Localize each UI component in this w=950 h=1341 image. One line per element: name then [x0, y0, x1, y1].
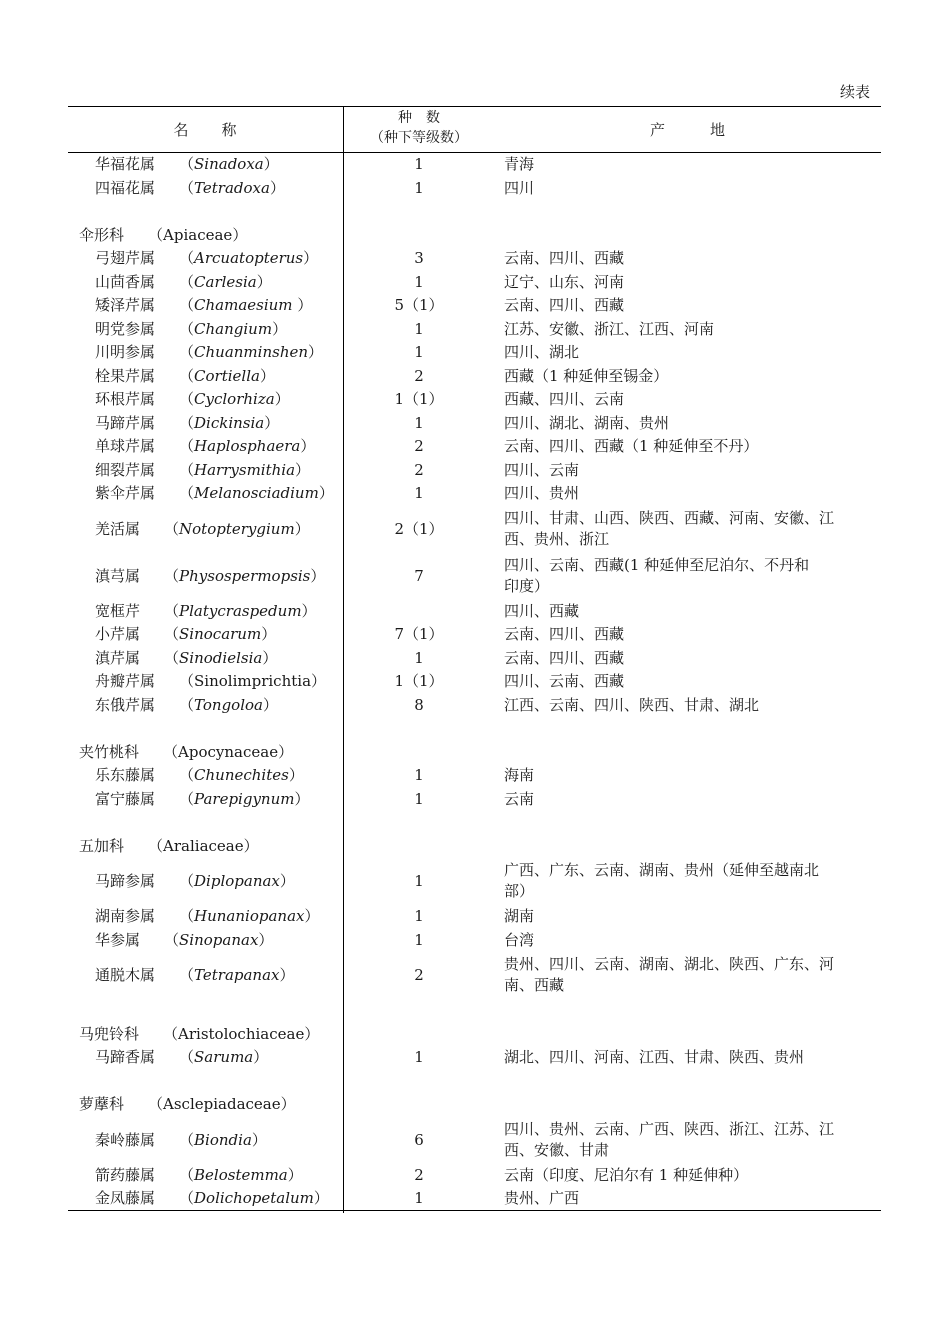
species-count: 1: [414, 343, 424, 361]
taxon-name: 东俄芹属 （Tongoloa）: [95, 695, 278, 714]
producing-area: 云南（印度、尼泊尔有 1 种延伸种）: [504, 1165, 749, 1184]
genus-row: [68, 341, 881, 365]
species-count: 7（1）: [394, 625, 444, 643]
species-count: 2: [414, 1165, 424, 1184]
chinese-name: 川明参属: [95, 343, 156, 361]
genus-row: [68, 459, 881, 483]
producing-area: 云南、四川、西藏（1 种延伸至不丹）: [504, 437, 759, 455]
latin-name: Sinopanax: [179, 930, 259, 949]
species-count: 1: [414, 319, 424, 338]
family-row: [68, 224, 881, 248]
latin-name: Apiaceae: [163, 225, 233, 244]
chinese-name: 通脱木属: [95, 966, 156, 984]
latin-name: Tetradoxa: [194, 178, 270, 197]
latin-name: Chamaesium: [194, 296, 298, 314]
latin-name: Aristolochiaceae: [178, 1024, 305, 1043]
genus-row: [68, 647, 881, 671]
producing-line: 印度）: [504, 576, 550, 595]
table-body: [68, 153, 881, 1211]
spacer-row: [68, 717, 881, 741]
header-producing: 产 地: [649, 121, 725, 139]
producing-area: [504, 1119, 876, 1161]
producing-area: 四川、湖北: [504, 343, 580, 361]
taxon-name: 萝藦科 （Asclepiadaceae）: [79, 1095, 296, 1113]
species-count: 7: [414, 566, 424, 585]
genus-row: [68, 153, 881, 177]
genus-row: [68, 1187, 881, 1211]
latin-name: Platycraspedum: [179, 601, 302, 620]
producing-area: 江苏、安徽、浙江、江西、河南: [504, 319, 715, 338]
latin-name: Sinolimprichtia: [194, 672, 312, 690]
species-count: 1: [414, 872, 424, 890]
taxon-name: 舟瓣芹属 （Sinolimprichtia）: [95, 672, 327, 690]
chinese-name: 宽框芹: [95, 601, 141, 620]
producing-area: 四川、云南、西藏: [504, 672, 625, 690]
species-count: 1: [414, 1048, 424, 1066]
latin-name: Parepigynum: [194, 789, 295, 808]
producing-area: 辽宁、山东、河南: [504, 272, 625, 291]
header-count: [344, 108, 494, 148]
chinese-name: 萝藦科: [79, 1095, 125, 1113]
producing-line: 四川、贵州、云南、广西、陕西、浙江、江苏、江: [504, 1119, 835, 1138]
taxon-name: 四福花属 （Tetradoxa）: [95, 178, 285, 197]
taxon-name: 华福花属 （Sinadoxa）: [95, 155, 279, 173]
taxon-name: 滇芹属 （Sinodielsia）: [95, 648, 278, 667]
latin-name: Cyclorhiza: [194, 390, 275, 408]
table-bottom-rule: [68, 1210, 881, 1211]
chinese-name: 富宁藤属: [95, 789, 156, 808]
spacer-row: [68, 1070, 881, 1094]
chinese-name: 滇芹属: [95, 648, 141, 667]
chinese-name: 东俄芹属: [95, 695, 156, 714]
producing-area: 四川、湖北、湖南、贵州: [504, 413, 670, 432]
genus-row: [68, 177, 881, 201]
latin-name: Apocynaceae: [178, 742, 279, 761]
species-count: 5（1）: [394, 296, 444, 314]
genus-row: [68, 294, 881, 318]
chinese-name: 山茴香属: [95, 272, 156, 291]
taxon-name: 华参属 （Sinopanax）: [95, 930, 274, 949]
continued-label: 续表: [839, 83, 870, 101]
spacer-row: [68, 200, 881, 224]
family-row: [68, 1023, 881, 1047]
producing-line: 南、西藏: [504, 976, 565, 994]
species-count: 1: [414, 272, 424, 291]
producing-area: 青海: [504, 155, 535, 173]
producing-line: 广西、广东、云南、湖南、贵州（延伸至越南北: [504, 861, 820, 879]
chinese-name: 紫伞芹属: [95, 484, 156, 502]
chinese-name: 马蹄参属: [95, 872, 156, 890]
species-count: 2: [414, 366, 424, 385]
species-count: 1: [414, 766, 424, 784]
chinese-name: 华福花属: [95, 155, 156, 173]
chinese-name: 秦岭藤属: [95, 1130, 156, 1149]
genus-row: [68, 482, 881, 506]
producing-area: 四川、云南: [504, 460, 580, 479]
species-count: 1: [414, 907, 424, 925]
genus-row: [68, 271, 881, 295]
taxon-name: 通脱木属 （Tetrapanax）: [95, 966, 295, 984]
genus-row: [68, 788, 881, 812]
species-count: 8: [414, 695, 424, 714]
producing-area: 湖北、四川、河南、江西、甘肃、陕西、贵州: [504, 1048, 805, 1066]
chinese-name: 舟瓣芹属: [95, 672, 156, 690]
genus-row: [68, 623, 881, 647]
taxon-name: 明党参属 （Changium）: [95, 319, 288, 338]
taxon-name: 箭药藤属 （Belostemma）: [95, 1165, 303, 1184]
chinese-name: 金凤藤属: [95, 1189, 156, 1207]
chinese-name: 湖南参属: [95, 907, 156, 925]
genus-row: [68, 318, 881, 342]
family-row: [68, 1093, 881, 1117]
chinese-name: 马蹄芹属: [95, 413, 156, 432]
chinese-name: 马兜铃科: [79, 1024, 140, 1043]
latin-name: Cortiella: [194, 366, 260, 385]
producing-line: 贵州、四川、云南、湖南、湖北、陕西、广东、河: [504, 955, 835, 973]
producing-line: 四川、甘肃、山西、陕西、西藏、河南、安徽、江: [504, 508, 835, 527]
taxon-name: 马蹄参属 （Diplopanax）: [95, 872, 295, 890]
chinese-name: 乐东藤属: [95, 766, 156, 784]
taxon-name: 环根芹属 （Cyclorhiza）: [95, 390, 290, 408]
genus-row: [68, 1164, 881, 1188]
producing-area: 贵州、广西: [504, 1189, 580, 1207]
species-count: 1: [414, 789, 424, 808]
taxon-name: 小芹属 （Sinocarum）: [95, 625, 277, 643]
latin-name: Notopterygium: [179, 519, 295, 538]
latin-name: Arcuatopterus: [194, 249, 304, 267]
latin-name: Saruma: [194, 1048, 254, 1066]
producing-line: 四川、云南、西藏(1 种延伸至尼泊尔、不丹和: [504, 555, 810, 574]
latin-name: Chunechites: [194, 766, 289, 784]
taxon-name: 紫伞芹属 （Melanosciadium）: [95, 484, 334, 502]
latin-name: Dickinsia: [194, 413, 265, 432]
taxon-name: 羌活属 （Notopterygium）: [95, 519, 310, 538]
producing-area: 云南、四川、西藏: [504, 648, 625, 667]
species-count: 1: [414, 178, 424, 197]
producing-area: 云南: [504, 789, 535, 808]
chinese-name: 小芹属: [95, 625, 141, 643]
chinese-name: 华参属: [95, 930, 141, 949]
latin-name: Carlesia: [194, 272, 257, 291]
species-count: 1: [414, 155, 424, 173]
producing-area: [504, 555, 876, 597]
producing-area: 西藏（1 种延伸至锡金）: [504, 366, 669, 385]
producing-area: 云南、四川、西藏: [504, 249, 625, 267]
species-count: 1: [414, 413, 424, 432]
chinese-name: 矮泽芹属: [95, 296, 156, 314]
spacer-row: [68, 999, 881, 1023]
species-count: 1（1）: [394, 390, 444, 408]
species-count: 3: [414, 249, 424, 267]
genus-row: [68, 247, 881, 271]
species-count: 2: [414, 437, 424, 455]
taxon-name: 宽框芹 （Platycraspedum）: [95, 601, 317, 620]
chinese-name: 单球芹属: [95, 437, 156, 455]
family-row: [68, 835, 881, 859]
producing-area: 云南、四川、西藏: [504, 625, 625, 643]
header-count-line2: （种下等级数）: [370, 130, 468, 146]
taxon-name: 金凤藤属 （Dolichopetalum）: [95, 1189, 329, 1207]
latin-name: Harrysmithia: [194, 460, 296, 479]
genus-table: [68, 106, 881, 1211]
latin-name: Chuanminshen: [194, 343, 309, 361]
genus-row: [68, 694, 881, 718]
species-count: 1: [414, 484, 424, 502]
taxon-name: 马蹄芹属 （Dickinsia）: [95, 413, 280, 432]
species-count: 1: [414, 1189, 424, 1207]
latin-name: Tongoloa: [194, 695, 263, 714]
taxon-name: 秦岭藤属 （Biondia）: [95, 1130, 267, 1149]
latin-name: Haplosphaera: [194, 437, 301, 455]
producing-line: 西、贵州、浙江: [504, 529, 610, 548]
header-count-line1: 种 数: [398, 110, 440, 126]
latin-name: Changium: [194, 319, 273, 338]
header-name: 名 称: [173, 121, 238, 139]
genus-row: [68, 858, 881, 905]
chinese-name: 马蹄香属: [95, 1048, 156, 1066]
genus-row: [68, 412, 881, 436]
chinese-name: 夹竹桃科: [79, 742, 140, 761]
producing-area: [504, 954, 876, 996]
species-count: 1: [414, 648, 424, 667]
genus-row: [68, 952, 881, 999]
taxon-name: 细裂芹属 （Harrysmithia）: [95, 460, 311, 479]
taxon-name: 伞形科 （Apiaceae）: [79, 225, 248, 244]
producing-area: [504, 860, 876, 902]
latin-name: Sinodielsia: [179, 648, 263, 667]
producing-area: 四川: [504, 178, 535, 197]
taxon-name: 马蹄香属 （Saruma）: [95, 1048, 269, 1066]
taxon-name: 栓果芹属 （Cortiella）: [95, 366, 275, 385]
chinese-name: 五加科: [79, 836, 125, 855]
taxon-name: 矮泽芹属 （Chamaesium ）: [95, 296, 313, 314]
latin-name: Dolichopetalum: [194, 1189, 314, 1207]
chinese-name: 弓翅芹属: [95, 249, 156, 267]
genus-row: [68, 600, 881, 624]
producing-area: 四川、贵州: [504, 484, 580, 502]
taxon-name: 马兜铃科 （Aristolochiaceae）: [79, 1024, 320, 1043]
chinese-name: 四福花属: [95, 178, 156, 197]
chinese-name: 滇芎属: [95, 566, 141, 585]
genus-row: [68, 435, 881, 459]
chinese-name: 栓果芹属: [95, 366, 156, 385]
genus-row: [68, 670, 881, 694]
chinese-name: 羌活属: [95, 519, 141, 538]
chinese-name: 伞形科: [79, 225, 125, 244]
genus-row: [68, 905, 881, 929]
latin-name: Belostemma: [194, 1165, 288, 1184]
taxon-name: 单球芹属 （Haplosphaera）: [95, 437, 316, 455]
taxon-name: 夹竹桃科 （Apocynaceae）: [79, 742, 294, 761]
chinese-name: 细裂芹属: [95, 460, 156, 479]
species-count: 1: [414, 930, 424, 949]
genus-row: [68, 506, 881, 553]
species-count: 2: [414, 460, 424, 479]
latin-name: Hunaniopanax: [194, 907, 305, 925]
latin-name: Asclepiadaceae: [163, 1095, 281, 1113]
latin-name: Physospermopsis: [179, 566, 311, 585]
producing-area: 海南: [504, 766, 535, 784]
latin-name: Melanosciadium: [194, 484, 319, 502]
genus-row: [68, 764, 881, 788]
latin-name: Tetrapanax: [194, 966, 280, 984]
taxon-name: 湖南参属 （Hunaniopanax）: [95, 907, 320, 925]
producing-area: 江西、云南、四川、陕西、甘肃、湖北: [504, 695, 760, 714]
producing-area: 四川、西藏: [504, 601, 580, 620]
producing-line: 部）: [504, 882, 535, 900]
species-count: 1（1）: [394, 672, 444, 690]
spacer-row: [68, 811, 881, 835]
chinese-name: 环根芹属: [95, 390, 156, 408]
genus-row: [68, 553, 881, 600]
producing-line: 西、安徽、甘肃: [504, 1140, 610, 1159]
producing-area: 湖南: [504, 907, 535, 925]
genus-row: [68, 388, 881, 412]
genus-row: [68, 365, 881, 389]
taxon-name: 乐东藤属 （Chunechites）: [95, 766, 304, 784]
chinese-name: 明党参属: [95, 319, 156, 338]
taxon-name: 富宁藤属 （Parepigynum）: [95, 789, 310, 808]
taxon-name: 弓翅芹属 （Arcuatopterus）: [95, 249, 319, 267]
taxon-name: 五加科 （Araliaceae）: [79, 836, 259, 855]
producing-area: [504, 508, 876, 550]
species-count: 2（1）: [394, 519, 444, 538]
family-row: [68, 741, 881, 765]
chinese-name: 箭药藤属: [95, 1165, 156, 1184]
latin-name: Sinadoxa: [194, 155, 264, 173]
table-header: [68, 106, 881, 153]
producing-area: 台湾: [504, 930, 535, 949]
producing-area: 西藏、四川、云南: [504, 390, 625, 408]
latin-name: Araliaceae: [163, 836, 244, 855]
taxon-name: 滇芎属 （Physospermopsis）: [95, 566, 326, 585]
latin-name: Diplopanax: [194, 872, 280, 890]
species-count: 2: [414, 966, 424, 984]
species-count: 6: [414, 1130, 424, 1149]
latin-name: Sinocarum: [179, 625, 262, 643]
taxon-name: 川明参属 （Chuanminshen）: [95, 343, 324, 361]
genus-row: [68, 1046, 881, 1070]
taxon-name: 山茴香属 （Carlesia）: [95, 272, 272, 291]
producing-area: 云南、四川、西藏: [504, 296, 625, 314]
latin-name: Biondia: [194, 1130, 252, 1149]
genus-row: [68, 1117, 881, 1164]
genus-row: [68, 929, 881, 953]
